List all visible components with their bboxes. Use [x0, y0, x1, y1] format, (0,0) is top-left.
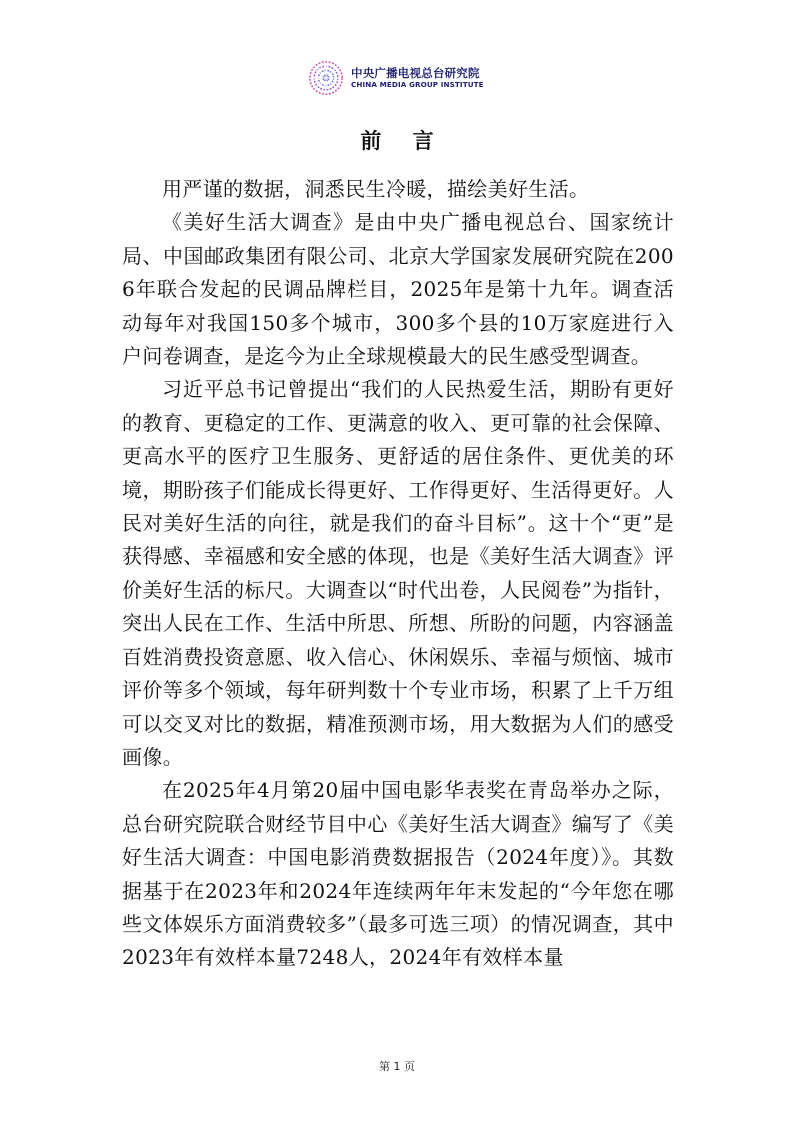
page-header — [307, 58, 507, 98]
paragraph-survey-background: 《美好生活大调查》是由中央广播电视总台、国家统计局、中国邮政集团有限公司、北京大学国家发展研究院在2006年联合发起的民调品牌栏目，2025年是第十九年。调查活动每年对我国150多个城市，300多个县的10万家庭进行入户问卷调查，是迄今为止全球规模最大的民生感受型调查。 — [122, 210, 674, 369]
organization-name-en: CHINA MEDIA GROUP INSTITUTE — [351, 80, 484, 90]
organization-name — [351, 67, 484, 89]
cmg-sphere-logo-icon — [307, 59, 345, 97]
page-number: 第 1 页 — [379, 1060, 415, 1073]
paragraph-better-life-goals: 习近平总书记曾提出“我们的人民热爱生活，期盼有更好的教育、更稳定的工作、更满意的收入、更可靠的社会保障、更高水平的医疗卫生服务、更舒适的居住条件、更优美的环境，期盼孩子们能成长得更好、工作得更好、生活得更好。人民对美好生活的向往，就是我们的奋斗目标”。这十个“更”是获得感、幸福感和安全感的体现，也是《美好生活大调查》评价美好生活的标尺。大调查以“时代出卷，人民阅卷”为指针，突出人民在工作、生活中所思、所想、所盼的问题，内容涵盖百姓消费投资意愿、收入信心、休闲娱乐、幸福与烦恼、城市评价等多个领域，每年研判数十个专业市场，积累了上千万组可以交叉对比的数据，精准预测市场，用大数据为人们的感受画像。 — [122, 377, 674, 769]
organization-name-cn: 中央广播电视总台研究院 — [351, 66, 480, 81]
paragraph-film-report: 在2025年4月第20届中国电影华表奖在青岛举办之际，总台研究院联合财经节目中心《美好生活大调查》编写了《美好生活大调查：中国电影消费数据报告（2024年度）》。其数据基于在2023年和2024年连续两年年末发起的“今年您在哪些文体娱乐方面消费较多”（最多可选三项）的情况调查，其中2023年有效样本量7248人，2024年有效样本量 — [122, 778, 674, 970]
page-title: 前 言 — [360, 129, 446, 153]
document-body — [122, 173, 674, 975]
paragraph-intro: 用严谨的数据，洞悉民生冷暖，描绘美好生活。 — [162, 177, 590, 201]
